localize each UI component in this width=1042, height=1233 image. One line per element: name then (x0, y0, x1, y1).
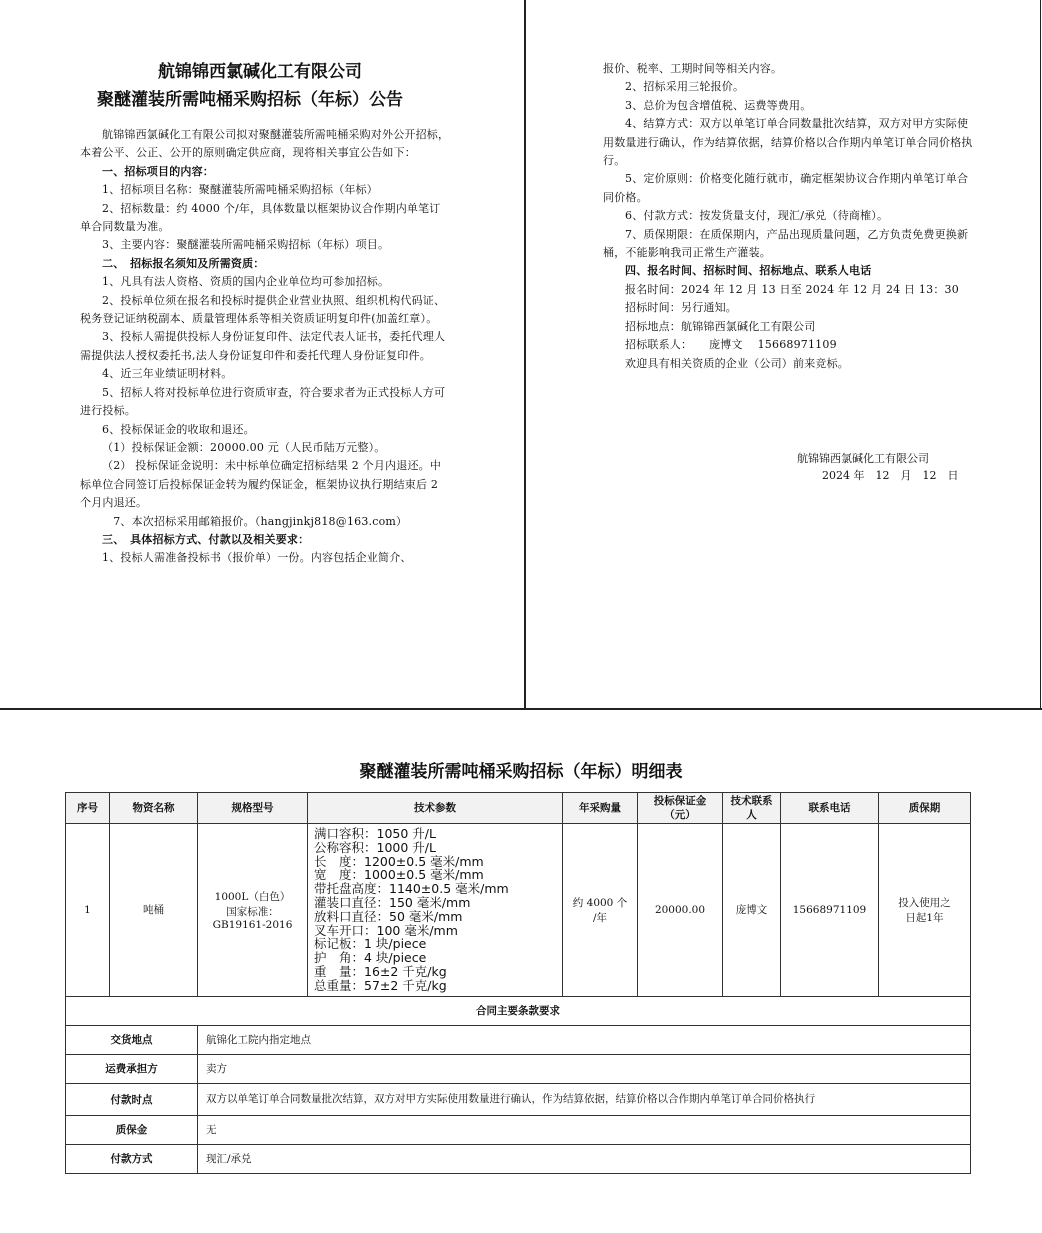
notice-main-title: 聚醚灌装所需吨桶采购招标（年标）公告 (97, 90, 403, 110)
notice-paragraph: 3、投标人需提供投标人身份证复印件、法定代表人证书，委托代理人需提供法人授权委托书,法人身份证复印件和委托代理人身份证复印件。 (80, 330, 446, 362)
notice-paragraph: 报名时间：2024 年 12 月 13 日至 2024 年 12 月 24 日 13：30 (625, 282, 959, 296)
detail-table-title: 聚醚灌装所需吨桶采购招标（年标）明细表 (359, 762, 683, 782)
tech-param-line: 满口容积：1050 升/L (314, 826, 436, 841)
section-heading: 三、 具体招标方式、付款以及相关要求： (102, 532, 310, 546)
terms-row (66, 1083, 971, 1115)
notice-paragraph: 2、投标单位须在报名和投标时提供企业营业执照、组织机构代码证、税务登记证纳税副本、质量管理体系等相关资质证明复印件(加盖红章）。 (80, 293, 446, 326)
header-cell: 质保期 (879, 793, 971, 824)
terms-header: 合同主要条款要求 (66, 996, 971, 1025)
notice-paragraph: 6、付款方式：按发货量支付，现汇/承兑（待商榷）。 (625, 209, 889, 223)
deposit-amount: 20000.00 (638, 824, 723, 997)
detail-table (65, 792, 971, 1174)
term-label: 交货地点 (66, 1025, 198, 1054)
notice-paragraph: 航锦锦西氯碱化工有限公司拟对聚醚灌装所需吨桶采购对外公开招标，本着公平、公正、公开的原则确定供应商，现将相关事宜公告如下： (80, 128, 450, 160)
signature-date: 2024 年 12 月 12 日 (822, 469, 959, 482)
notice-paragraph: 1、招标项目名称：聚醚灌装所需吨桶采购招标（年标） (102, 183, 378, 197)
detail-header-row (66, 793, 971, 824)
section-heading: 四、报名时间、招标时间、招标地点、联系人电话 (625, 264, 872, 278)
notice-paragraph: 4、结算方式：双方以单笔订单合同数量批次结算，双方对甲方实际使用数量进行确认，作为结算依据，结算价格以合作期内单笔订单合同价格执行。 (603, 117, 973, 168)
item-spec (198, 824, 308, 997)
contact-phone: 15668971109 (781, 824, 879, 997)
notice-paragraph: 6、投标保证金的收取和退还。 (102, 422, 255, 436)
notice-paragraph: 7、本次招标采用邮箱报价。（hangjinkj818@163.com） (102, 514, 408, 528)
tech-param-line: 叉车开口：100 毫米/mm (314, 922, 458, 938)
notice-paragraph: （2） 投标保证金说明：未中标单位确定招标结果 2 个月内退还。中标单位合同签订后投标保证金转为履约保证金，框架协议执行期结束后 2 个月内退还。 (80, 459, 442, 510)
header-cell: 物资名称 (110, 793, 198, 824)
notice-paragraph: 5、定价原则：价格变化随行就市，确定框架协议合作期内单笔订单合同价格。 (603, 172, 969, 204)
header-cell: 投标保证金（元） (638, 793, 723, 824)
term-label: 质保金 (66, 1115, 198, 1144)
notice-paragraph: 5、招标人将对投标单位进行资质审查，符合要求者为正式投标人方可进行投标。 (80, 385, 446, 418)
terms-row (66, 1144, 971, 1173)
spec-line: GB19161-2016 (212, 918, 293, 931)
section-heading: 二、 招标报名须知及所需资质： (102, 256, 265, 270)
signature-company: 航锦锦西氯碱化工有限公司 (797, 452, 929, 465)
page-divider-horizontal (0, 708, 1042, 710)
item-name: 吨桶 (110, 824, 198, 997)
notice-paragraph: 3、总价为包含增值税、运费等费用。 (625, 98, 812, 112)
terms-row (66, 1115, 971, 1144)
page-divider-vertical (524, 0, 526, 710)
term-value: 航锦化工院内指定地点 (198, 1025, 971, 1054)
notice-paragraph: 招标时间：另行通知。 (625, 301, 737, 315)
annual-line: /年 (592, 911, 608, 924)
notice-paragraph: 1、凡具有法人资格、资质的国内企业单位均可参加招标。 (102, 275, 390, 289)
tech-param-line: 带托盘高度：1140±0.5 毫米/mm (314, 881, 509, 897)
term-value: 双方以单笔订单合同数量批次结算，双方对甲方实际使用数量进行确认，作为结算依据，结算价格以合作期内单笔订单合同价格执行 (198, 1083, 971, 1115)
term-label: 付款时点 (66, 1083, 198, 1115)
term-value: 无 (198, 1115, 971, 1144)
term-value: 现汇/承兑 (198, 1144, 971, 1173)
warranty-line: 投入使用之 (898, 896, 951, 909)
page-border-right (1040, 0, 1041, 710)
notice-paragraph: 7、质保期限：在质保期内，产品出现质量问题，乙方负责免费更换新桶，不能影响我司正常生产灌装。 (603, 227, 969, 260)
spec-line: 国家标准： (226, 905, 279, 918)
notice-left-column (80, 58, 450, 568)
notice-paragraph: 报价、税率、工期时间等相关内容。 (603, 62, 783, 75)
terms-row (66, 1054, 971, 1083)
notice-paragraph: 3、主要内容：聚醚灌装所需吨桶采购招标（年标）项目。 (102, 238, 390, 252)
notice-paragraph: 招标地点：航锦锦西氯碱化工有限公司 (625, 319, 816, 333)
term-value: 卖方 (198, 1054, 971, 1083)
row-number: 1 (66, 824, 110, 997)
header-cell: 联系电话 (781, 793, 879, 824)
header-cell: 年采购量 (563, 793, 638, 824)
header-cell: 规格型号 (198, 793, 308, 824)
notice-paragraph: 2、招标数量：约 4000 个/年，具体数量以框架协议合作期内单笔订单合同数量为准。 (80, 201, 441, 234)
notice-paragraph: 招标联系人： 庞博文 15668971109 (625, 338, 837, 352)
annual-line: 约 4000 个 (572, 896, 628, 909)
tech-param-line: 总重量：57±2 千克/kg (314, 977, 447, 993)
tech-param-line: 护 角：4 块/piece (314, 950, 427, 966)
notice-right-body (603, 60, 973, 373)
terms-header-row (66, 996, 971, 1025)
tech-param-line: 灌装口直径：150 毫米/mm (314, 894, 471, 910)
tech-param-line: 放料口直径：50 毫米/mm (314, 908, 463, 924)
term-label: 运费承担方 (66, 1054, 198, 1083)
notice-left-body (80, 126, 450, 568)
section-heading: 一、招标项目的内容： (102, 164, 214, 178)
header-cell: 序号 (66, 793, 110, 824)
warranty-line: 日起1年 (905, 911, 944, 924)
header-cell: 技术参数 (308, 793, 563, 824)
table-row (66, 824, 971, 997)
tech-contact: 庞博文 (723, 824, 781, 997)
tech-param-line: 重 量：16±2 千克/kg (314, 963, 447, 979)
tech-param-line: 宽 度：1000±0.5 毫米/mm (314, 867, 484, 883)
notice-company-title: 航锦锦西氯碱化工有限公司 (158, 62, 362, 82)
tech-param-line: 长 度：1200±0.5 毫米/mm (314, 853, 484, 869)
notice-paragraph: （1）投标保证金额：20000.00 元（人民币陆万元整）。 (102, 440, 386, 454)
header-cell: 技术联系人 (723, 793, 781, 824)
term-label: 付款方式 (66, 1144, 198, 1173)
spec-line: 1000L（白色） (214, 890, 291, 903)
notice-paragraph: 2、招标采用三轮报价。 (625, 80, 745, 94)
notice-paragraph: 4、近三年业绩证明材料。 (102, 367, 233, 381)
terms-row (66, 1025, 971, 1054)
tech-param-line: 标记板：1 块/piece (314, 936, 427, 952)
notice-paragraph: 欢迎具有相关资质的企业（公司）前来竞标。 (625, 356, 849, 370)
tech-params (308, 824, 563, 997)
notice-paragraph: 1、投标人需准备投标书（报价单）一份。内容包括企业简介、 (102, 551, 412, 565)
tech-param-line: 公称容积：1000 升/L (314, 839, 436, 855)
notice-right-column (603, 60, 973, 373)
annual-quantity (563, 824, 638, 997)
notice-signature (797, 450, 958, 484)
warranty-period (879, 824, 971, 997)
